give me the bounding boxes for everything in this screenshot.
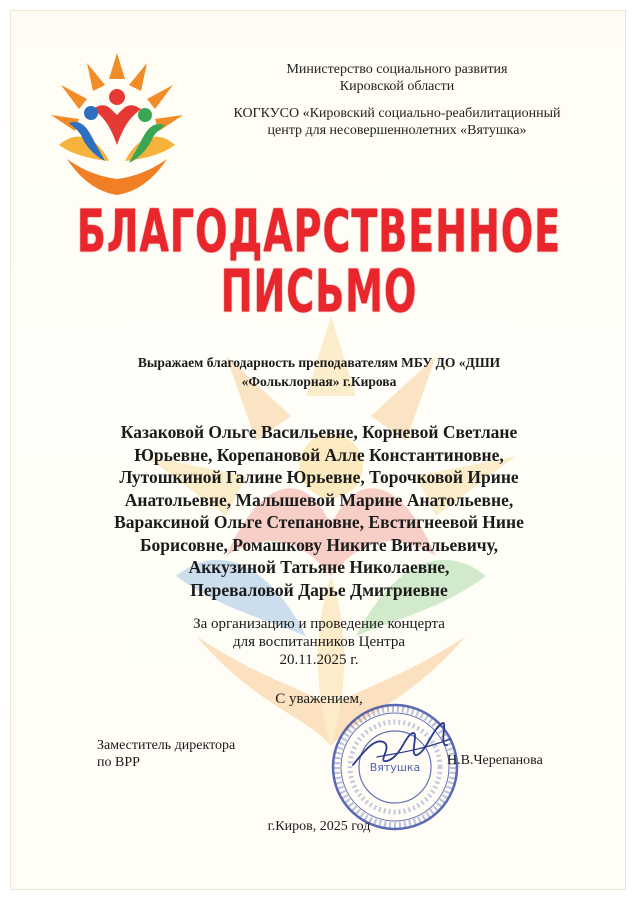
closing-phrase: С уважением,	[275, 691, 363, 707]
event-date: 20.11.2025 г.	[279, 652, 359, 668]
signatory-name: Н.В.Черепанова	[447, 753, 543, 768]
recipients-line: Вараксиной Ольге Степановне, Евстигнеевой Нине	[114, 512, 524, 532]
handwritten-signature	[347, 717, 457, 777]
certificate-page	[10, 10, 626, 890]
position-line-1: Заместитель директора	[97, 738, 236, 753]
recipients-line: Борисовне, Ромашкову Никите Витальевичу,	[139, 534, 499, 555]
center-heading	[207, 105, 587, 139]
document-title-line-2: ПИСЬМО	[220, 257, 418, 326]
recipients-line: Казаковой Ольге Васильевне, Корневой Светлане	[120, 422, 518, 442]
ministry-line-2: Кировской области	[339, 79, 455, 94]
document-title-line-1: БЛАГОДАРСТВЕННОЕ	[76, 197, 562, 266]
center-line-2: центр для несовершеннолетних «Вятушка»	[267, 123, 527, 138]
ministry-heading	[247, 61, 547, 95]
ministry-line-1: Министерство социального развития	[286, 62, 508, 77]
reason-text	[91, 615, 547, 669]
center-logo	[47, 49, 187, 199]
stamp-center-text: Вятушка	[369, 761, 421, 774]
intro-line-1: Выражаем благодарность преподавателям МБУ ДО «ДШИ	[137, 355, 501, 370]
recipients-line: Юрьевне, Корепановой Алле Константиновне,	[134, 444, 504, 465]
recipients-line: Аккузиной Татьяне Николаевне,	[188, 557, 450, 577]
recipients-line: Переваловой Дарье Дмитриевне	[190, 579, 448, 600]
reason-line-1: За организацию и проведение концерта	[193, 616, 445, 632]
gratitude-intro	[51, 353, 587, 391]
signatory-position	[97, 737, 235, 771]
recipients-list	[41, 421, 597, 601]
recipients-line: Лутошкиной Галине Юрьевне, Торочковой Ирине	[119, 467, 519, 487]
center-line-1: КОГКУСО «Кировский социально-реабилитационный	[233, 106, 561, 121]
reason-line-2: для воспитанников Центра	[232, 634, 406, 650]
intro-line-2: «Фольклорная» г.Кирова	[241, 374, 397, 389]
recipients-line: Анатольевне, Малышевой Марине Анатольевне,	[124, 489, 514, 510]
position-line-2: по ВРР	[97, 755, 140, 770]
place-and-year: г.Киров, 2025 год	[267, 819, 371, 834]
